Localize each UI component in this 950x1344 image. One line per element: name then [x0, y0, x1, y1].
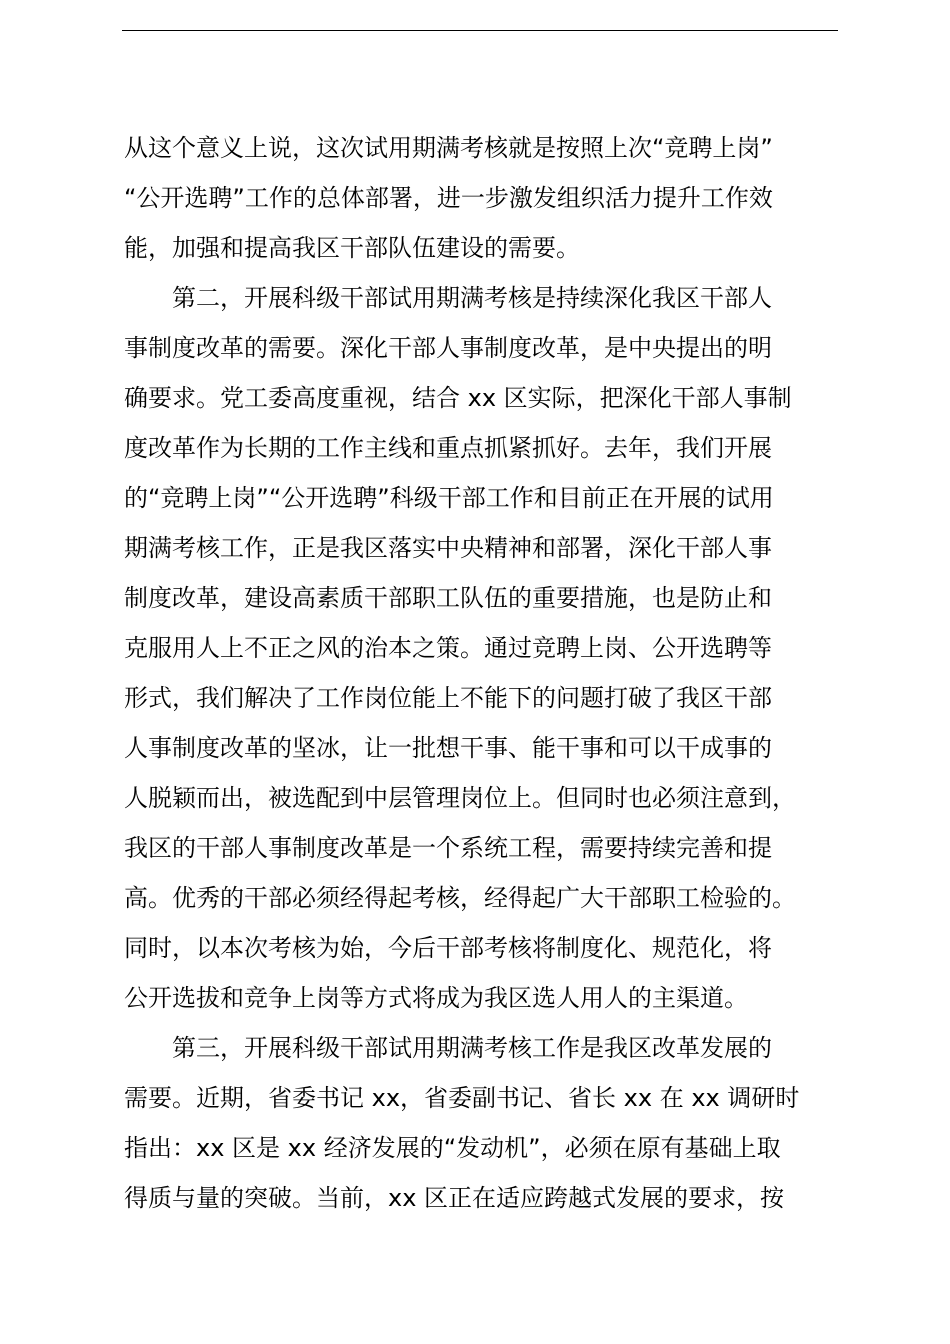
- text-line: 需要。近期，省委书记 xx，省委副书记、省长 xx 在 xx 调研时: [124, 1084, 800, 1112]
- text-line: 同时，以本次考核为始，今后干部考核将制度化、规范化，将: [124, 934, 772, 962]
- text-line: 度改革作为长期的工作主线和重点抓紧抓好。去年，我们开展: [124, 434, 772, 462]
- text-line: 的“竞聘上岗”“公开选聘”科级干部工作和目前正在开展的试用: [124, 484, 774, 512]
- text-line: 第三，开展科级干部试用期满考核工作是我区改革发展的: [124, 1034, 772, 1062]
- text-line: 能，加强和提高我区干部队伍建设的需要。: [124, 234, 580, 262]
- header-rule: [122, 30, 838, 31]
- text-line: 公开选拔和竞争上岗等方式将成为我区选人用人的主渠道。: [124, 984, 748, 1012]
- text-line: 我区的干部人事制度改革是一个系统工程，需要持续完善和提: [124, 834, 772, 862]
- text-line: 人脱颖而出，被选配到中层管理岗位上。但同时也必须注意到，: [124, 784, 796, 812]
- document-body: [124, 123, 864, 1223]
- text-line: 制度改革，建设高素质干部职工队伍的重要措施，也是防止和: [124, 584, 772, 612]
- text-line: 高。优秀的干部必须经得起考核，经得起广大干部职工检验的。: [124, 884, 796, 912]
- text-line: 克服用人上不正之风的治本之策。通过竞聘上岗、公开选聘等: [124, 634, 772, 662]
- text-line: 得质与量的突破。当前，xx 区正在适应跨越式发展的要求，按: [124, 1184, 785, 1212]
- text-line: 事制度改革的需要。深化干部人事制度改革，是中央提出的明: [124, 334, 772, 362]
- text-line: 期满考核工作，正是我区落实中央精神和部署，深化干部人事: [124, 534, 772, 562]
- text-line: 确要求。党工委高度重视，结合 xx 区实际，把深化干部人事制: [124, 384, 792, 412]
- text-line: 第二，开展科级干部试用期满考核是持续深化我区干部人: [124, 284, 772, 312]
- text-line: 指出：xx 区是 xx 经济发展的“发动机”，必须在原有基础上取: [124, 1134, 781, 1162]
- text-line: 人事制度改革的坚冰，让一批想干事、能干事和可以干成事的: [124, 734, 772, 762]
- text-line: 形式，我们解决了工作岗位能上不能下的问题打破了我区干部: [124, 684, 772, 712]
- text-line: 从这个意义上说，这次试用期满考核就是按照上次“竞聘上岗”: [124, 134, 773, 162]
- text-line: “公开选聘”工作的总体部署，进一步激发组织活力提升工作效: [124, 184, 773, 212]
